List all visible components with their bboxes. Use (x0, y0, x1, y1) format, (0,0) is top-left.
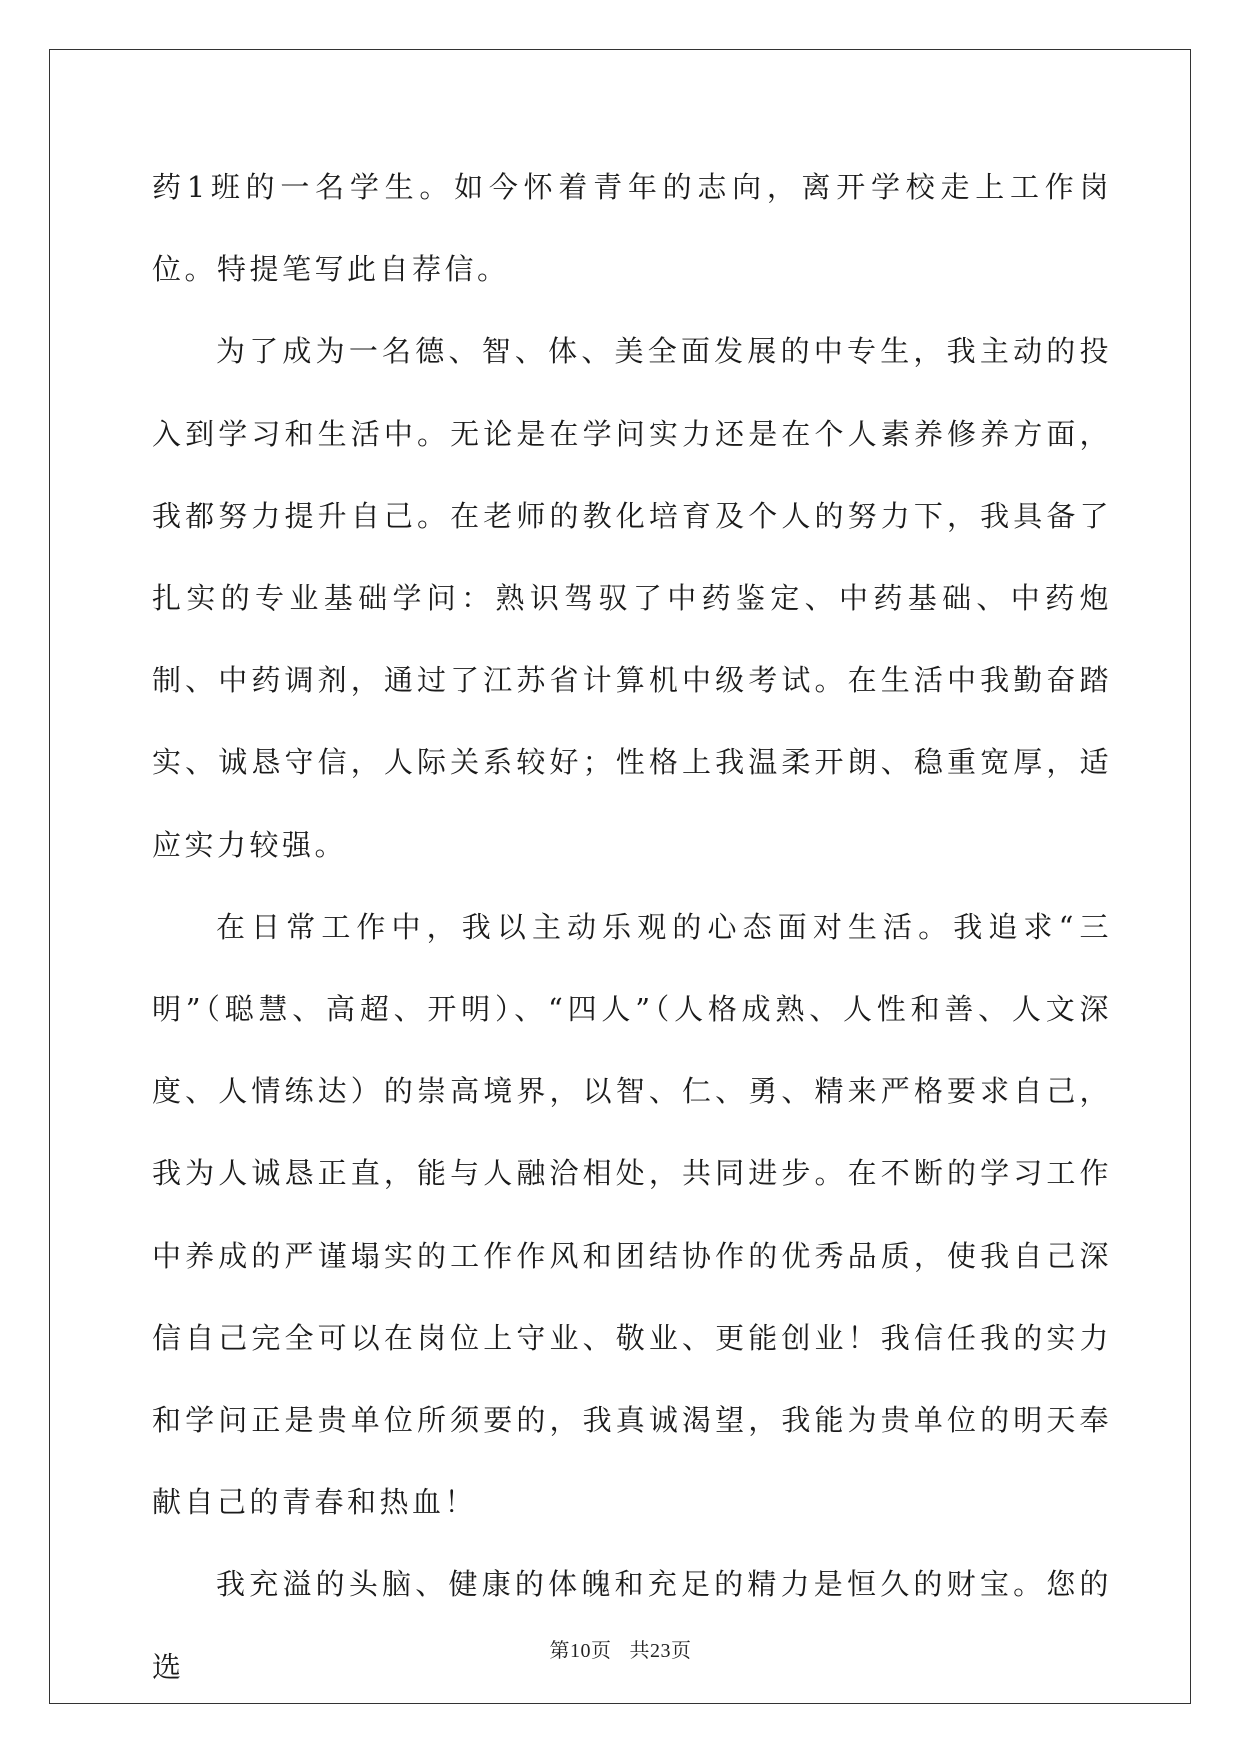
paragraph-1: 药1班的一名学生。如今怀着青年的志向，离开学校走上工作岗位。特提笔写此自荐信。 (152, 170, 1112, 287)
total-page-count: 共23页 (629, 1640, 692, 1662)
paragraph-3: 在日常工作中，我以主动乐观的心态面对生活。我追求“三明”（聪慧、高超、开明）、“四人”（人格成熟、人性和善、人文深度、人情练达）的崇高境界，以智、仁、勇、精来严格要求自己，我为人诚恳正直，能与人融洽相处，共同进步。在不断的学习工作中养成的严谨塌实的工作作风和团结协作的优秀品质，使我自己深信自己完全可以在岗位上守业、敬业、更能创业！我信任我的实力和学问正是贵单位所须要的，我真诚渴望，我能为贵单位的明天奉献自己的青春和热血！ (152, 909, 1112, 1520)
page-footer (0, 1634, 1241, 1663)
paragraph-4: 我充溢的头脑、健康的体魄和充足的精力是恒久的财宝。您的选 (152, 1567, 1112, 1684)
document-body (152, 146, 1112, 1708)
paragraph-2: 为了成为一名德、智、体、美全面发展的中专生，我主动的投入到学习和生活中。无论是在学问实力还是在个人素养修养方面，我都努力提升自己。在老师的教化培育及个人的努力下，我具备了扎实的专业基础学问：熟识驾驭了中药鉴定、中药基础、中药炮制、中药调剂，通过了江苏省计算机中级考试。在生活中我勤奋踏实、诚恳守信，人际关系较好；性格上我温柔开朗、稳重宽厚，适应实力较强。 (152, 334, 1112, 862)
current-page-number: 第10页 (549, 1640, 612, 1662)
